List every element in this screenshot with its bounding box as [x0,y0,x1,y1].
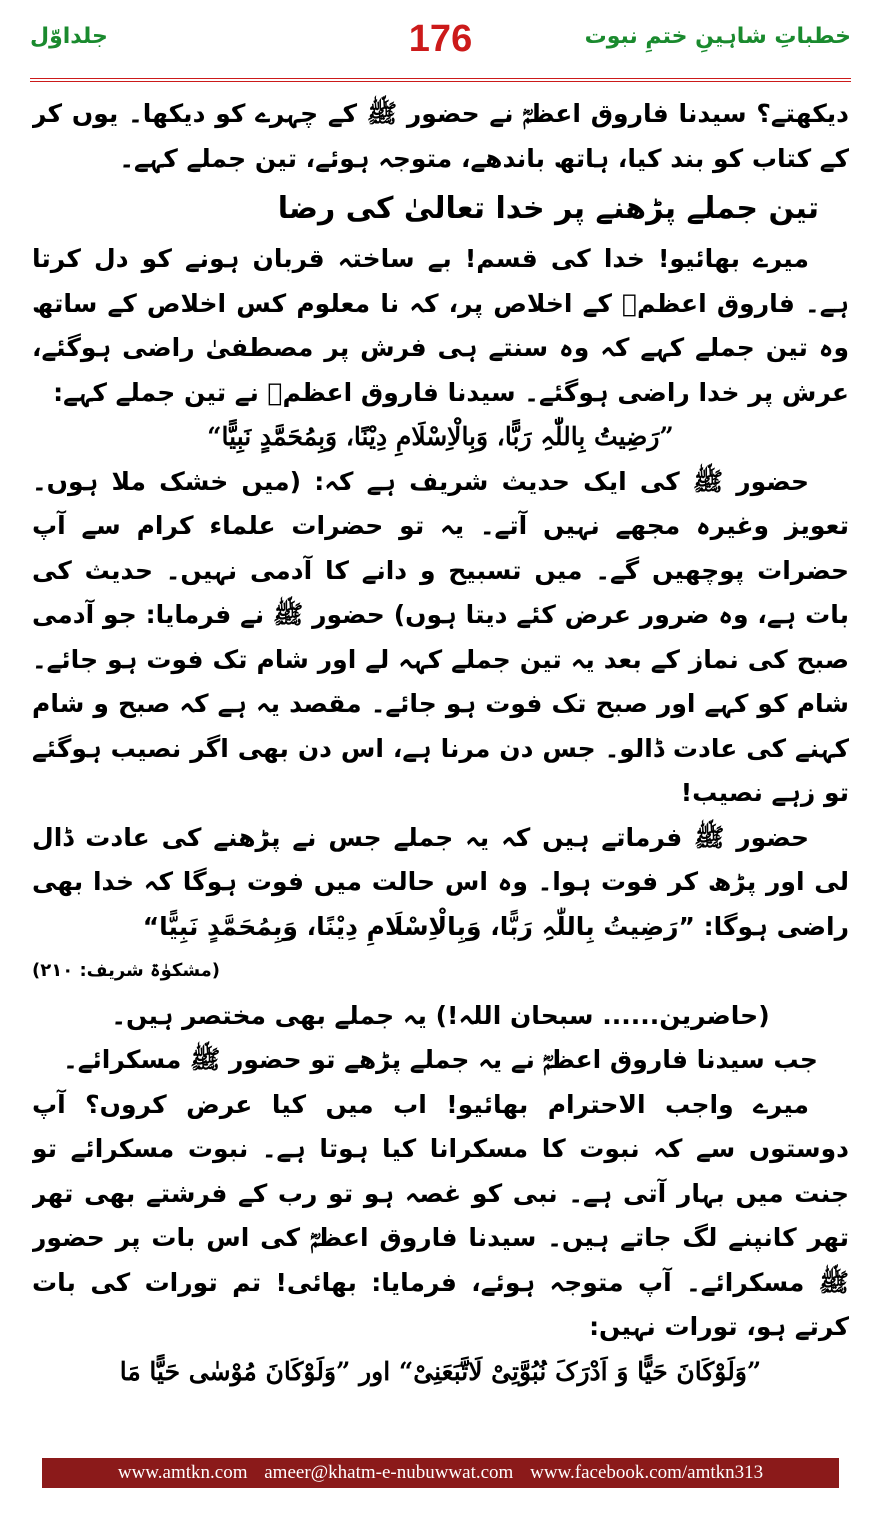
paragraph-7: میرے واجب الاحترام بھائیو! اب میں کیا عرض کروں؟ آپ دوستوں سے کہ نبوت کا مسکرانا کیا ہوتا ہے۔ نبوت مسکرائے تو جنت میں بہار آتی ہے۔ نبی کو غصہ ہو تو رب کے فرشتے بھی تھر تھر کانپنے لگ جاتے ہیں۔ سیدنا فاروق اعظمؓ کی اس بات پر حضور ﷺ مسکرائے۔ آپ متوجہ ہوئے، فرمایا: بھائی! تم تورات کی بات کرتے ہو، تورات نہیں: [32,1089,849,1341]
paragraph-1: دیکھتے؟ سیدنا فاروق اعظمؓ نے حضور ﷺ کے چہرے کو دیکھا۔ یوں کر کے کتاب کو بند کیا، ہاتھ باندھے، متوجہ ہوئے، تین جملے کہے۔ [32,99,849,173]
header-divider [30,78,851,82]
paragraph-3: حضور ﷺ کی ایک حدیث شریف ہے کہ: (میں خشک ملا ہوں۔ تعویز وغیرہ مجھے نہیں آتے۔ یہ تو حضرات علماء کرام سے آپ حضرات پوچھیں گے۔ میں تسبیح و دانے کا آدمی نہیں۔ حدیث کی بات ہے، وہ ضرور عرض کئے دیتا ہوں) حضور ﷺ نے فرمایا: جو آدمی صبح کی نماز کے بعد یہ تین جملے کہہ لے اور شام تک فوت ہو جائے۔ شام کو کہے اور صبح تک فوت ہو جائے۔ مقصد یہ ہے کہ صبح و شام کہنے کی عادت ڈالو۔ جس دن مرنا ہے، اس دن بھی اگر نصیب ہوگئے تو زہے نصیب! [32,466,849,807]
page-number: 176 [408,18,473,60]
email-link[interactable]: ameer@khatm-e-nubuwwat.com [264,1462,514,1483]
page-body [32,92,849,1442]
page-footer [42,1458,839,1488]
page-header [30,18,851,68]
section-heading: تین جملے پڑھنے پر خدا تعالیٰ کی رضا [277,191,819,226]
arabic-quote-2: ”وَلَوْکَانَ حَیًّا وَ اَدْرَکَ نُبُوَّتِیْ لَاتَّبَعَنِیْ“ اور ”وَلَوْکَانَ مُوْسٰی حَیًّا مَا [119,1356,762,1386]
paragraph-4: حضور ﷺ فرماتے ہیں کہ یہ جملے جس نے پڑھنے کی عادت ڈال لی اور پڑھ کر فوت ہوا۔ وہ اس حالت میں فوت ہوگا کہ خدا بھی راضی ہوگا: ”رَضِیتُ بِاللّٰہِ رَبًّا، وَبِالْاِسْلَامِ دِیْنًا، وَبِمُحَمَّدٍ نَبِیًّا“ [32,822,849,941]
paragraph-5: (حاضرین...... سبحان اللہ!) یہ جملے بھی مختصر ہیں۔ [111,1000,770,1030]
book-title: خطباتِ شاہینِ ختمِ نبوت [584,24,851,49]
facebook-link[interactable]: www.facebook.com/amtkn313 [530,1462,764,1483]
arabic-quote-1: ”رَضِیتُ بِاللّٰہِ رَبًّا، وَبِالْاِسْلَامِ دِیْنًا، وَبِمُحَمَّدٍ نَبِیًّا“ [207,422,674,451]
volume-label: جلداوّل [30,24,108,49]
paragraph-6: جب سیدنا فاروق اعظمؓ نے یہ جملے پڑھے تو حضور ﷺ مسکرائے۔ [63,1045,818,1074]
hadith-reference: (مشکوٰۃ شریف: ۲۱۰) [32,960,221,981]
website-link[interactable]: www.amtkn.com [117,1462,248,1483]
paragraph-2: میرے بھائیو! خدا کی قسم! بے ساختہ قربان ہونے کو دل کرتا ہے۔ فاروق اعظمؓ کے اخلاص پر، کہ نا معلوم کس اخلاص کے ساتھ وہ تین جملے کہے کہ وہ سنتے ہی فرش پر مصطفیٰ راضی ہوگئے، عرش پر خدا راضی ہوگئے۔ سیدنا فاروق اعظمؓ نے تین جملے کہے: [32,244,849,407]
